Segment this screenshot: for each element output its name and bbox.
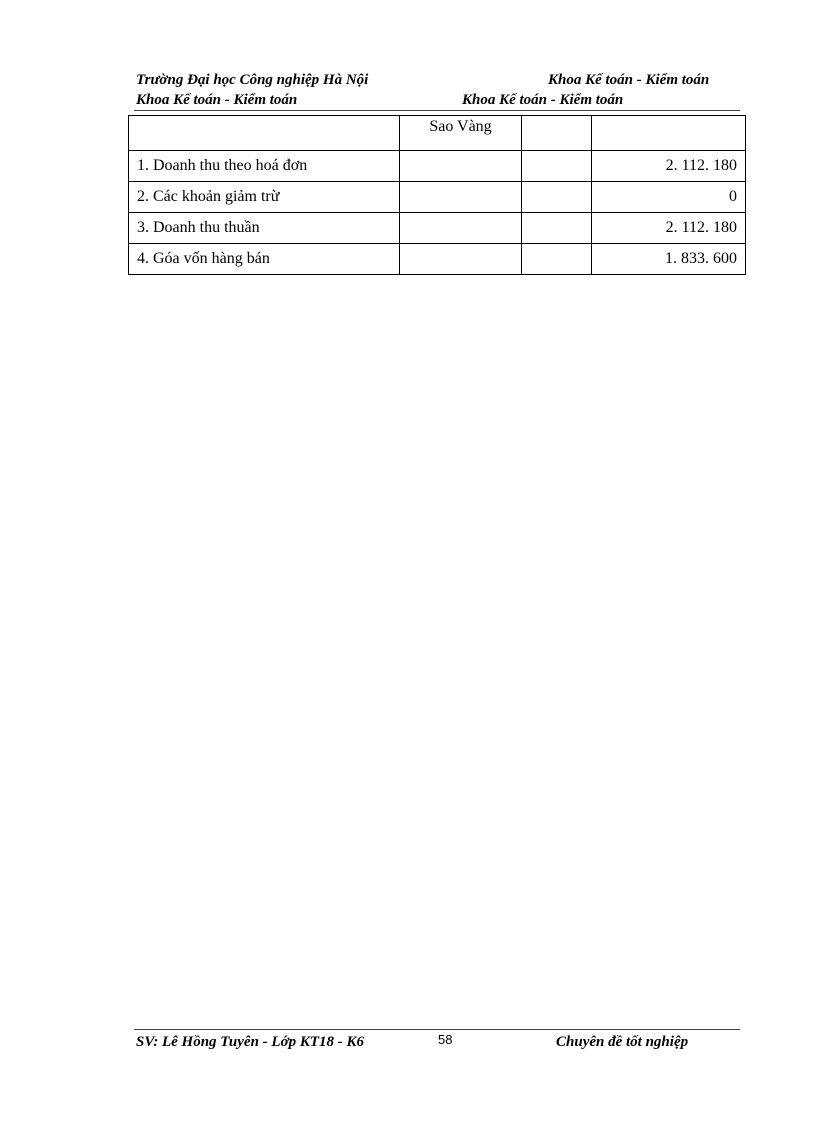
row-value: 2. 112. 180 bbox=[592, 151, 746, 182]
row-label: 3. Doanh thu thuần bbox=[129, 213, 400, 244]
footer-divider bbox=[134, 1029, 740, 1030]
table-row bbox=[129, 213, 746, 244]
header-divider bbox=[134, 110, 740, 111]
header-cell-empty bbox=[522, 116, 592, 151]
header-school-name: Trường Đại học Công nghiệp Hà Nội bbox=[136, 72, 369, 88]
header-department-middle: Khoa Kế toán - Kiểm toán bbox=[462, 92, 624, 108]
row-cell-empty bbox=[400, 244, 522, 275]
row-label: 2. Các khoản giảm trừ bbox=[129, 182, 400, 213]
row-cell-empty bbox=[522, 213, 592, 244]
footer-document-title: Chuyên đề tốt nghiệp bbox=[556, 1034, 689, 1050]
footer-page-number: 58 bbox=[438, 1032, 453, 1047]
row-cell-empty bbox=[522, 151, 592, 182]
table-row bbox=[129, 182, 746, 213]
header-cell-empty bbox=[129, 116, 400, 151]
header-cell-sao-vang: Sao Vàng bbox=[400, 116, 522, 151]
header-cell-empty bbox=[592, 116, 746, 151]
row-cell-empty bbox=[400, 151, 522, 182]
row-cell-empty bbox=[522, 244, 592, 275]
header-department-right: Khoa Kế toán - Kiểm toán bbox=[548, 72, 710, 88]
table-header-row bbox=[129, 116, 746, 151]
table-row bbox=[129, 151, 746, 182]
footer-student-info: SV: Lê Hồng Tuyên - Lớp KT18 - K6 bbox=[136, 1034, 365, 1050]
row-value: 2. 112. 180 bbox=[592, 213, 746, 244]
row-label: 1. Doanh thu theo hoá đơn bbox=[129, 151, 400, 182]
header-department-left: Khoa Kế toán - Kiểm toán bbox=[136, 92, 298, 108]
row-value: 1. 833. 600 bbox=[592, 244, 746, 275]
row-cell-empty bbox=[522, 182, 592, 213]
row-cell-empty bbox=[400, 213, 522, 244]
row-value: 0 bbox=[592, 182, 746, 213]
financial-table bbox=[128, 115, 746, 275]
table-row bbox=[129, 244, 746, 275]
row-label: 4. Góa vốn hàng bán bbox=[129, 244, 400, 275]
row-cell-empty bbox=[400, 182, 522, 213]
